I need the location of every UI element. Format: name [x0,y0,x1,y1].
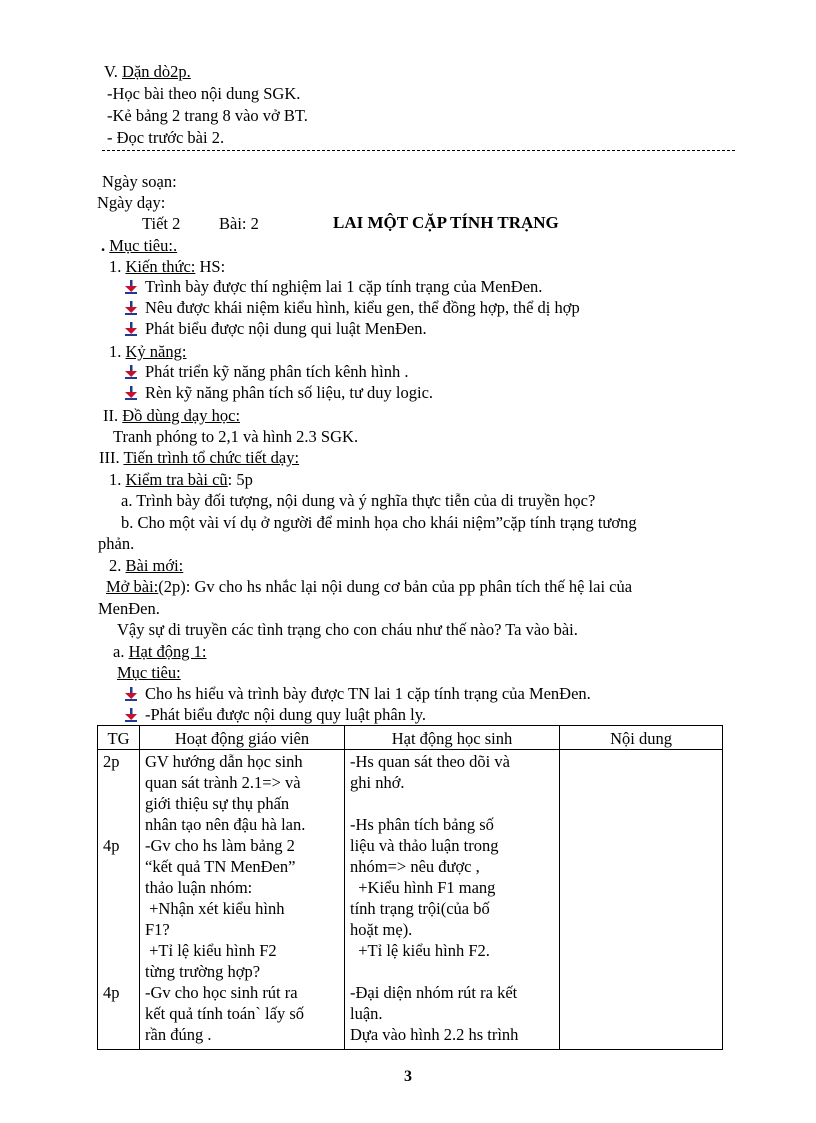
column-header-teacher: Hoạt động giáo viên [140,726,345,750]
cell-line: tính trạng trội(của bố [350,899,490,918]
materials-text: Tranh phóng to 2,1 và hình 2.3 SGK. [113,427,359,446]
cell-line: nhóm=> nêu được , [350,857,480,876]
cell-line: quan sát trành 2.1=> và [145,773,301,792]
cell-line [350,793,554,814]
column-header-student: Hạt động học sinh [345,726,560,750]
new-lesson-heading: 2. Bài mới: [109,556,184,575]
cell-line: -Hs quan sát theo dõi và [350,752,510,771]
cell-line: nhân tạo nên đậu hà lan. [145,815,306,834]
question-b: b. Cho một vài ví dụ ở người để minh họa cho khái niệm”cặp tính trạng tương [121,513,637,532]
materials-heading: II. Đồ dùng dạy học: [103,406,241,425]
objectives-heading: . Mục tiêu:. [101,236,178,255]
knowledge-item: Nêu được khái niệm kiểu hình, kiểu gen, thể đồng hợp, thể dị hợp [123,298,580,318]
cell-line: +Nhận xét kiểu hình [145,899,285,918]
homework-item: -Kẻ bảng 2 trang 8 vào vở BT. [107,106,308,125]
cell-line: Dựa vào hình 2.2 hs trình [350,1025,519,1044]
cell-line: 4p [103,983,120,1002]
question-b-cont: phản. [98,534,135,553]
down-arrow-bullet-icon [123,365,139,379]
lesson-title: LAI MỘT CẶP TÍNH TRẠNG [333,213,559,232]
teach-date: Ngày dạy: [97,193,166,212]
cell-line: ghi nhớ. [350,773,405,792]
down-arrow-bullet-icon [123,687,139,701]
cell-line [103,898,134,919]
cell-line: +Tỉ lệ kiểu hình F2. [350,941,490,960]
down-arrow-bullet-icon [123,708,139,722]
question-a: a. Trình bày đối tượng, nội dung và ý nghĩa thực tiễn của di truyền học? [121,491,596,510]
table-header-row [98,726,723,750]
skills-item: Phát triển kỹ năng phân tích kênh hình . [123,362,409,382]
down-arrow-bullet-icon [123,386,139,400]
knowledge-item: Trình bày được thí nghiệm lai 1 cặp tính trạng của MenĐen. [123,277,542,297]
cell-line: +Tỉ lệ kiểu hình F2 [145,941,277,960]
cell-line: -Đại diện nhóm rút ra kết [350,983,518,1002]
homework-heading: V. Dặn dò2p. [104,62,191,81]
cell-line: kết quả tính toán` lấy số [145,1004,305,1023]
dashed-separator [102,150,735,151]
cell-line [103,793,134,814]
period-label: Tiết 2 [142,214,181,233]
cell-line: giới thiệu sự thụ phấn [145,794,290,813]
cell-line: liệu và thảo luận trong [350,836,499,855]
column-header-content: Nội dung [560,726,723,750]
cell-line [103,940,134,961]
intro-line: Vậy sự di truyền các tình trạng cho con cháu như thế nào? Ta vào bài. [117,620,578,639]
content-cell [560,750,723,1050]
cell-line: 4p [103,836,120,855]
cell-line [103,877,134,898]
cell-line: từng trường hợp? [145,962,261,981]
goal-item: Cho hs hiểu và trình bày được TN lai 1 cặp tính trạng của MenĐen. [123,684,591,704]
cell-line: hoặt mẹ). [350,920,413,939]
activity-table [97,725,723,1050]
intro-line: Mở bài:(2p): Gv cho hs nhắc lại nội dung cơ bản của pp phân tích thế hệ lai của [106,577,633,596]
prep-date: Ngày soạn: [102,172,177,191]
column-header-tg: TG [98,726,140,750]
cell-line: 2p [103,752,120,771]
cell-line: -Hs phân tích bảng số [350,815,494,834]
cell-line [103,961,134,982]
cell-line [103,772,134,793]
cell-line: rần đúng . [145,1025,212,1044]
goal-item: -Phát biểu được nội dung quy luật phân ly. [123,705,426,725]
goal-heading: Mục tiêu: [117,663,181,682]
lesson-label: Bài: 2 [219,214,259,233]
cell-line: luận. [350,1004,383,1023]
knowledge-item: Phát biểu được nội dung qui luật MenĐen. [123,319,427,339]
cell-line [350,961,554,982]
cell-line: “kết quả TN MenĐen” [145,857,296,876]
homework-item: - Đọc trước bài 2. [107,128,225,147]
homework-item: -Học bài theo nội dung SGK. [107,84,301,103]
check-heading: 1. Kiểm tra bài cũ: 5p [109,470,253,489]
cell-line: GV hướng dẫn học sinh [145,752,303,771]
activity-heading: a. Hạt động 1: [113,642,207,661]
cell-line: +Kiểu hình F1 mang [350,878,496,897]
cell-line [103,814,134,835]
down-arrow-bullet-icon [123,280,139,294]
student-cell [345,750,560,1050]
teacher-cell [140,750,345,1050]
cell-line [103,919,134,940]
table-row [98,750,723,1050]
cell-line [103,856,134,877]
tg-cell [98,750,140,1050]
cell-line: thảo luận nhóm: [145,878,253,897]
cell-line: F1? [145,920,170,939]
cell-line: -Gv cho hs làm bảng 2 [145,836,295,855]
skills-heading: 1. Kỷ năng: [109,342,187,361]
cell-line: -Gv cho học sinh rút ra [145,983,298,1002]
procedure-heading: III. Tiến trình tổ chức tiết dạy: [99,448,300,467]
knowledge-heading: 1. Kiến thức: HS: [109,257,226,276]
page-number: 3 [404,1068,412,1085]
down-arrow-bullet-icon [123,301,139,315]
down-arrow-bullet-icon [123,322,139,336]
intro-line: MenĐen. [98,599,160,618]
skills-item: Rèn kỹ năng phân tích số liệu, tư duy logic. [123,383,433,403]
